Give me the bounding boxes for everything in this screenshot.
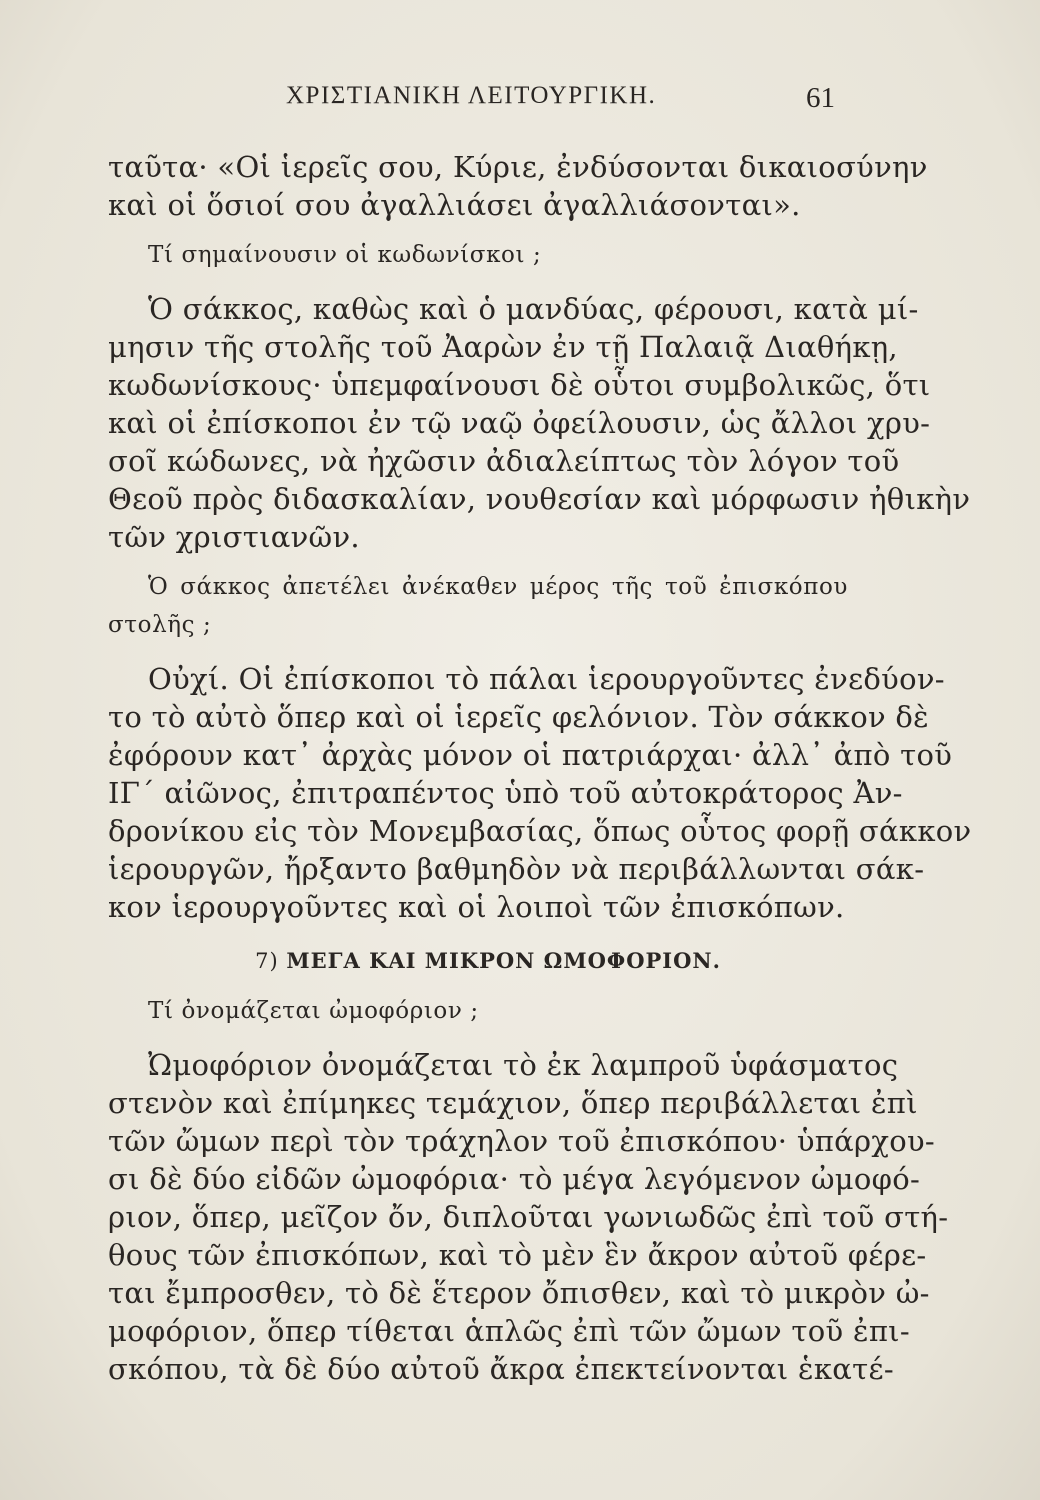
section-number: 7): [255, 949, 279, 973]
paragraph-omophorion-answer: [108, 1046, 949, 1388]
text-line: μοφόριον, ὅπερ τίθεται ἁπλῶς ἐπὶ τῶν ὤμων τοῦ ἐπι-: [108, 1314, 910, 1348]
text-line: τῶν ὤμων περὶ τὸν τράχηλον τοῦ ἐπισκόπου· ὑπάρχου-: [108, 1124, 935, 1158]
text-line: Ὁ σάκκος, καθὼς καὶ ὁ μανδύας, φέρουσι, κατὰ μί-: [148, 292, 919, 326]
text-line: κον ἱερουργοῦντες καὶ οἱ λοιποὶ τῶν ἐπισκόπων.: [108, 890, 845, 924]
text-line: ταῦτα· «Οἱ ἱερεῖς σου, Κύριε, ἐνδύσονται δικαιοσύνην: [108, 150, 928, 184]
text-line: σι δὲ δύο εἰδῶν ὠμοφόρια· τὸ μέγα λεγόμενον ὠμοφό-: [108, 1162, 921, 1196]
text-line: σοῖ κώδωνες, νὰ ἠχῶσιν ἀδιαλείπτως τὸν λόγον τοῦ: [108, 444, 900, 478]
text-line: το τὸ αὐτὸ ὅπερ καὶ οἱ ἱερεῖς φελόνιον. Τὸν σάκκον δὲ: [108, 700, 930, 734]
text-line: καὶ οἱ ἐπίσκοποι ἐν τῷ ναῷ ὀφείλουσιν, ὡς ἄλλοι χρυ-: [108, 406, 931, 440]
section-title: ΜΕΓΑ ΚΑΙ ΜΙΚΡΟΝ ΩΜΟΦΟΡΙΟΝ.: [286, 948, 721, 973]
question-omophorion: Τί ὀνομάζεται ὠμοφόριον ;: [148, 998, 479, 1024]
text-line: Οὐχί. Οἱ ἐπίσκοποι τὸ πάλαι ἱερουργοῦντες ἐνεδύον-: [148, 662, 945, 696]
text-line: ΙΓ´ αἰῶνος, ἐπιτραπέντος ὑπὸ τοῦ αὐτοκράτορος Ἀν-: [108, 776, 903, 810]
question-line: Ὁ σάκκος ἀπετέλει ἀνέκαθεν μέρος τῆς τοῦ ἐπισκόπου: [148, 574, 848, 600]
text-line: Θεοῦ πρὸς διδασκαλίαν, νουθεσίαν καὶ μόρφωσιν ἠθικὴν: [108, 482, 971, 516]
question-sakkos: [108, 568, 848, 644]
paragraph-bells-answer: [108, 290, 971, 556]
paragraph-quote-end: [108, 148, 928, 224]
page-number: 61: [806, 82, 835, 114]
text-line: θους τῶν ἐπισκόπων, καὶ τὸ μὲν ἓν ἄκρον αὐτοῦ φέρε-: [108, 1238, 927, 1272]
text-line: σκόπου, τὰ δὲ δύο αὐτοῦ ἄκρα ἐπεκτείνονται ἑκατέ-: [108, 1352, 894, 1386]
main-text: [108, 148, 972, 1388]
question-bells: Τί σημαίνουσιν οἱ κωδωνίσκοι ;: [148, 242, 542, 268]
text-line: στενὸν καὶ ἐπίμηκες τεμάχιον, ὅπερ περιβάλλεται ἐπὶ: [108, 1086, 918, 1120]
paragraph-sakkos-answer: [108, 660, 972, 926]
text-line: Ὠμοφόριον ὀνομάζεται τὸ ἐκ λαμπροῦ ὑφάσματος: [148, 1048, 899, 1082]
running-title: ΧΡΙΣΤΙΑΝΙΚΗ ΛΕΙΤΟΥΡΓΙΚΗ.: [286, 82, 657, 109]
text-line: δρονίκου εἰς τὸν Μονεμβασίας, ὅπως οὗτος φορῇ σάκκον: [108, 814, 972, 848]
text-line: καὶ οἱ ὅσιοί σου ἀγαλλιάσει ἀγαλλιάσονται».: [108, 188, 801, 222]
text-line: ριον, ὅπερ, μεῖζον ὄν, διπλοῦται γωνιωδῶς ἐπὶ τοῦ στή-: [108, 1200, 949, 1234]
text-line: μησιν τῆς στολῆς τοῦ Ἀαρὼν ἐν τῇ Παλαιᾷ Διαθήκῃ,: [108, 330, 898, 364]
section-heading: [108, 942, 848, 980]
text-line: ἐφόρουν κατ᾽ ἀρχὰς μόνον οἱ πατριάρχαι· ἀλλ᾽ ἀπὸ τοῦ: [108, 738, 953, 772]
question-line: στολῆς ;: [108, 612, 212, 638]
text-line: τῶν χριστιανῶν.: [108, 520, 360, 554]
text-line: ἱερουργῶν, ἤρξαντο βαθμηδὸν νὰ περιβάλλωνται σάκ-: [108, 852, 925, 886]
running-head: [0, 82, 1040, 122]
text-line: ται ἔμπροσθεν, τὸ δὲ ἕτερον ὄπισθεν, καὶ τὸ μικρὸν ὠ-: [108, 1276, 930, 1310]
text-line: κωδωνίσκους· ὑπεμφαίνουσι δὲ οὗτοι συμβολικῶς, ὅτι: [108, 368, 931, 402]
